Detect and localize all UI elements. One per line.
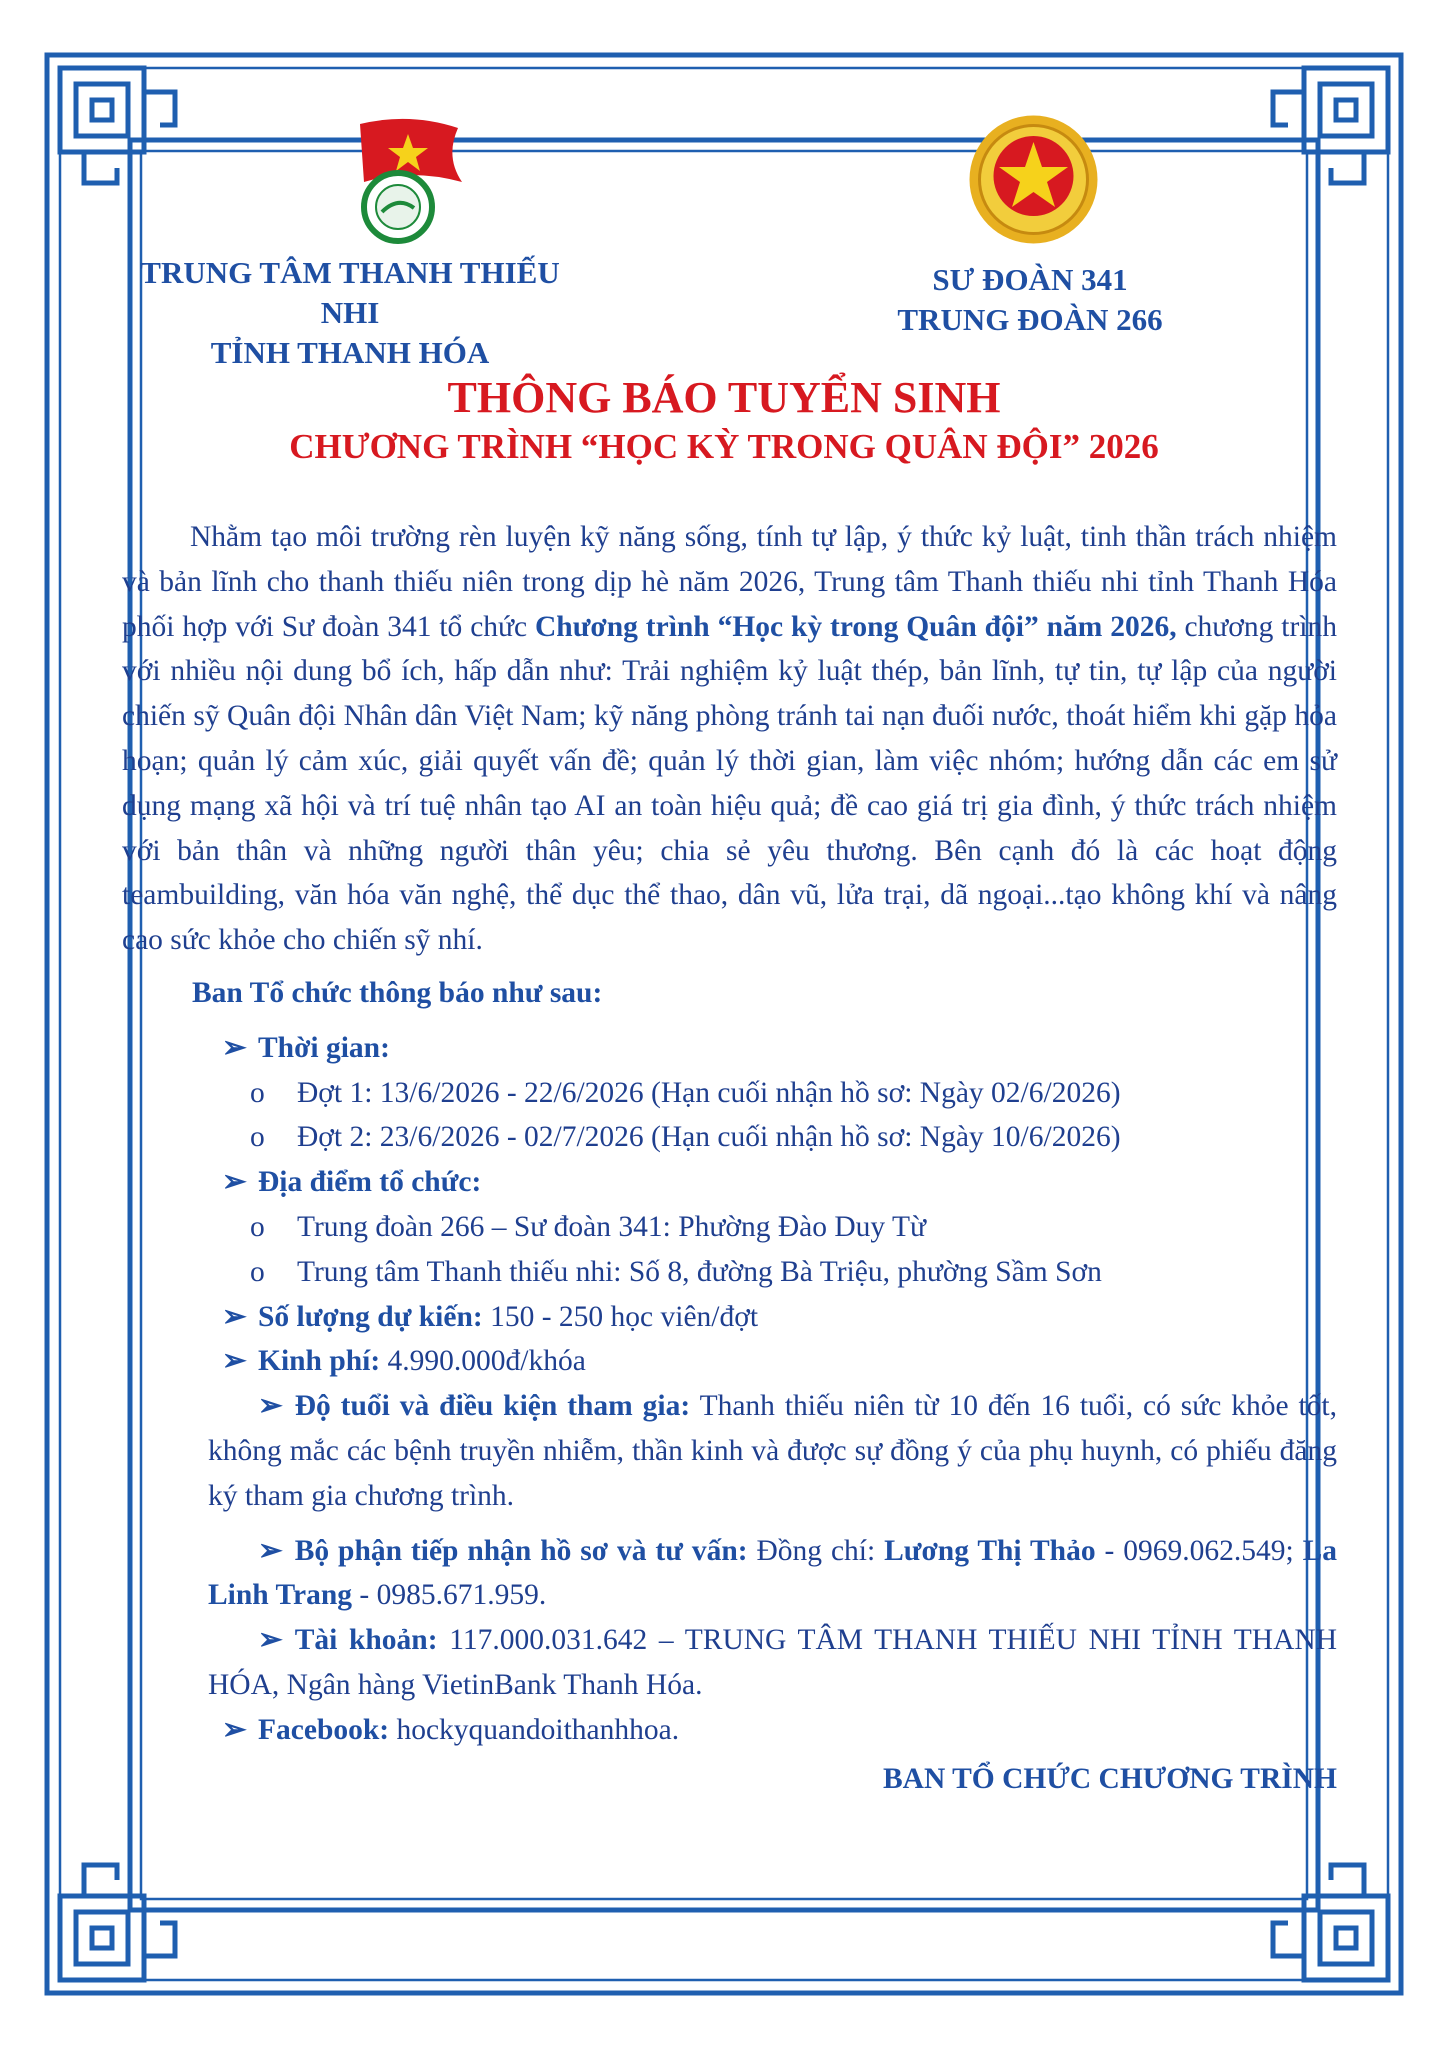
contact-label: Bộ phận tiếp nhận hồ sơ và tư vấn: [294, 1534, 748, 1567]
arrow-bullet-icon: ➢ [222, 1713, 247, 1746]
notice-body [122, 515, 1337, 1801]
fee-label: Kinh phí: [258, 1345, 381, 1378]
location-heading [122, 1160, 1337, 1205]
arrow-bullet-icon: ➢ [258, 1534, 283, 1567]
fee-row [122, 1339, 1337, 1384]
announcement-lead: Ban Tổ chức thông báo như sau: [192, 976, 603, 1009]
program-title: CHƯƠNG TRÌNH “HỌC KỲ TRONG QUÂN ĐỘI” 2026 [289, 427, 1159, 466]
eligibility-value: Thanh thiếu niên từ 10 đến 16 tuổi, có sức khỏe tốt, không mắc các bệnh truyền nhiễm, thần kinh và được sự đồng ý của phụ huynh, có phiếu đăng ký tham gia chương trình. [208, 1390, 1338, 1512]
header-left-org [140, 253, 560, 373]
list-item [122, 1071, 1337, 1116]
location-label: Địa điểm tổ chức: [258, 1166, 482, 1199]
arrow-bullet-icon: ➢ [222, 1166, 247, 1199]
contact-name-1: Lương Thị Thảo [884, 1534, 1096, 1567]
signature: BAN TỔ CHỨC CHƯƠNG TRÌNH [882, 1762, 1337, 1795]
contact-phone-2: - 0985.671.959. [352, 1579, 547, 1612]
intro-text: Nhằm tạo môi trường rèn luyện kỹ năng sống, tính tự lập, ý thức kỷ luật, tinh thần trách nhiệm và bản lĩnh cho thanh thiếu niên trong dịp hè năm 2026, Trung tâm Thanh thiếu nhi tỉnh Thanh Hóa phối hợp với Sư đoàn 341 tổ chức [122, 521, 1337, 643]
eligibility-row [122, 1384, 1337, 1518]
army-star-emblem-icon [966, 112, 1101, 247]
fee-value: 4.990.000đ/khóa [380, 1345, 586, 1378]
header-right-org [850, 260, 1210, 340]
list-item [122, 1115, 1337, 1160]
list-item [122, 1205, 1337, 1250]
arrow-bullet-icon: ➢ [258, 1390, 283, 1423]
contact-name-2: La Linh Trang [208, 1534, 1337, 1612]
account-label: Tài khoản: [294, 1624, 438, 1657]
quantity-row [122, 1295, 1337, 1340]
circle-bullet-icon: o [250, 1076, 265, 1109]
account-row [122, 1618, 1337, 1708]
circle-bullet-icon: o [250, 1210, 265, 1243]
arrow-bullet-icon: ➢ [222, 1345, 247, 1378]
time-label: Thời gian: [258, 1031, 390, 1064]
arrow-bullet-icon: ➢ [222, 1031, 247, 1064]
facebook-label: Facebook: [258, 1713, 390, 1746]
time-item-2: Đợt 2: 23/6/2026 - 02/7/2026 (Hạn cuối nhận hồ sơ: Ngày 10/6/2026) [297, 1121, 1121, 1154]
intro-program-name: Chương trình “Học kỳ trong Quân đội” năm 2026, [535, 610, 1177, 643]
contact-row [122, 1529, 1337, 1619]
header-left-line1: TRUNG TÂM THANH THIẾU NHI [140, 255, 560, 330]
quantity-label: Số lượng dự kiến: [258, 1300, 483, 1333]
quantity-value: 150 - 250 học viên/đợt [482, 1300, 759, 1333]
contact-prefix: Đồng chí: [747, 1534, 885, 1567]
intro-paragraph [122, 515, 1337, 963]
account-value: 117.000.031.642 – TRUNG TÂM THANH THIẾU NHI TỈNH THANH HÓA, Ngân hàng VietinBank Thanh Hóa. [208, 1624, 1337, 1701]
location-item-2: Trung tâm Thanh thiếu nhi: Số 8, đường Bà Triệu, phường Sầm Sơn [297, 1255, 1102, 1288]
header-right-line2: TRUNG ĐOÀN 266 [897, 302, 1163, 337]
eligibility-label: Độ tuổi và điều kiện tham gia: [294, 1390, 691, 1423]
facebook-row [122, 1708, 1337, 1753]
youth-union-emblem-icon [350, 112, 470, 247]
header-right-line1: SƯ ĐOÀN 341 [932, 262, 1128, 297]
contact-phone-1: - 0969.062.549; [1095, 1534, 1303, 1567]
list-item [122, 1250, 1337, 1295]
notice-title: THÔNG BÁO TUYỂN SINH [447, 373, 1001, 422]
circle-bullet-icon: o [250, 1121, 265, 1154]
arrow-bullet-icon: ➢ [258, 1624, 283, 1657]
circle-bullet-icon: o [250, 1255, 265, 1288]
location-item-1: Trung đoàn 266 – Sư đoàn 341: Phường Đào Duy Từ [297, 1210, 927, 1243]
header-left-line2: TỈNH THANH HÓA [210, 335, 490, 370]
time-item-1: Đợt 1: 13/6/2026 - 22/6/2026 (Hạn cuối nhận hồ sơ: Ngày 02/6/2026) [297, 1076, 1121, 1109]
arrow-bullet-icon: ➢ [222, 1300, 247, 1333]
intro-text-cont: chương trình với nhiều nội dung bổ ích, hấp dẫn như: Trải nghiệm kỷ luật thép, bản lĩnh, tự tin, tự lập của người chiến sỹ Quân đội Nhân dân Việt Nam; kỹ năng phòng tránh tai nạn đuối nước, thoát hiểm khi gặp hỏa hoạn; quản lý cảm xúc, giải quyết vấn đề; quản lý thời gian, làm việc nhóm; hướng dẫn các em sử dụng mạng xã hội và trí tuệ nhân tạo AI an toàn hiệu quả; đề cao giá trị gia đình, ý thức trách nhiệm với bản thân và những người thân yêu; chia sẻ yêu thương. Bên cạnh đó là các hoạt động teambuilding, văn hóa văn nghệ, thể dục thể thao, dân vũ, lửa trại, dã ngoại...tạo không khí và nâng cao sức khỏe cho chiến sỹ nhí. [122, 610, 1337, 957]
time-heading [122, 1026, 1337, 1071]
facebook-value: hockyquandoithanhhoa. [389, 1713, 680, 1746]
